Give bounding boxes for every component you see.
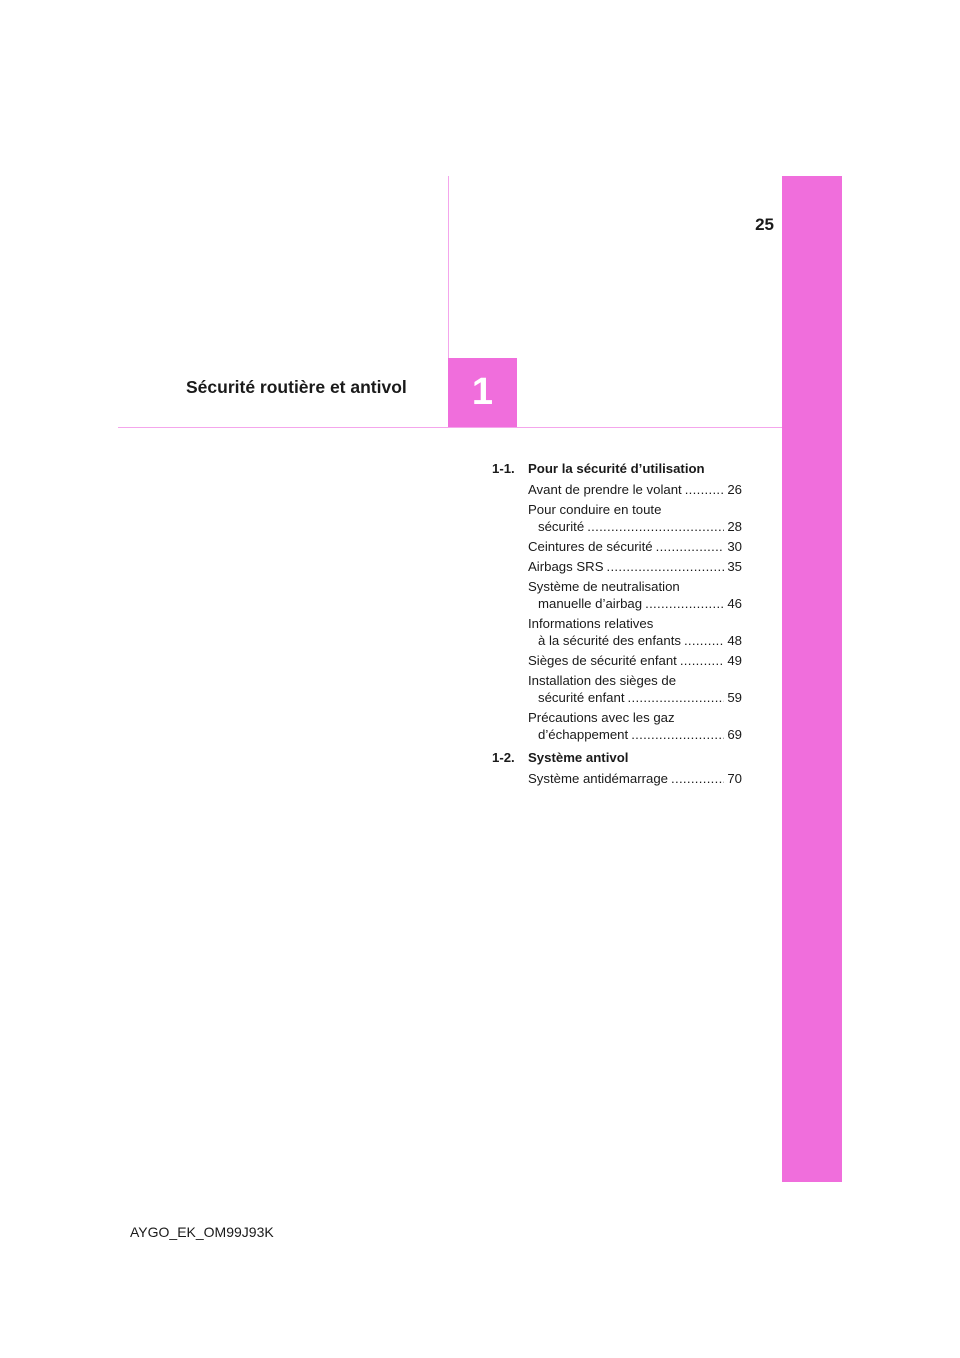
toc-entry-text: Ceintures de sécurité: [528, 539, 653, 554]
chapter-number: 1: [471, 371, 494, 413]
toc-entry-text: Avant de prendre le volant: [528, 482, 682, 497]
toc-dot-leader: [607, 558, 725, 575]
toc-entry-text: d’échappement: [538, 727, 629, 742]
toc-entry[interactable]: [528, 578, 742, 612]
toc-dot-leader: [587, 518, 724, 535]
chapter-title: Sécurité routière et antivol: [186, 377, 407, 397]
toc-dot-leader: [656, 538, 725, 555]
toc-page-number: 46: [727, 596, 742, 611]
toc-entry-text: Informations relatives: [528, 616, 654, 631]
toc-entry-text: Sièges de sécurité enfant: [528, 653, 677, 668]
toc-section-heading[interactable]: [492, 460, 742, 478]
toc-entry[interactable]: [528, 652, 742, 669]
chapter-number-box: [448, 358, 517, 427]
toc-entry-text: manuelle d’airbag: [538, 596, 643, 611]
page-number: 25: [755, 215, 774, 234]
toc-page-number: 69: [727, 727, 742, 742]
toc-page-number: 30: [727, 539, 742, 554]
toc-entry-text: Système de neutralisation: [528, 579, 680, 594]
toc-entry-text: Airbags SRS: [528, 559, 604, 574]
toc-entry[interactable]: [528, 770, 742, 787]
toc-entry[interactable]: [528, 672, 742, 706]
header-vertical-rule: [448, 176, 449, 358]
toc-page-number: 48: [727, 633, 742, 648]
toc-entry-text: sécurité enfant: [538, 690, 625, 705]
toc-dot-leader: [685, 481, 725, 498]
toc-entry[interactable]: [528, 709, 742, 743]
toc-entry[interactable]: [528, 615, 742, 649]
toc-section-number: 1-1.: [492, 461, 515, 476]
toc-section-number: 1-2.: [492, 750, 515, 765]
toc-dot-leader: [684, 632, 724, 649]
toc-dot-leader: [645, 595, 724, 612]
toc-page-number: 28: [727, 519, 742, 534]
toc-page-number: 70: [727, 771, 742, 786]
toc-dot-leader: [671, 770, 724, 787]
document-code: AYGO_EK_OM99J93K: [130, 1224, 274, 1240]
header-horizontal-rule: [118, 427, 782, 428]
toc-entry[interactable]: [528, 558, 742, 575]
toc-section-heading[interactable]: [492, 749, 742, 767]
chapter-side-tab: [782, 176, 842, 1182]
toc-dot-leader: [628, 689, 725, 706]
toc-entry-text: Installation des sièges de: [528, 673, 677, 688]
toc-dot-leader: [631, 726, 724, 743]
toc-section-title: Système antivol: [528, 750, 629, 765]
toc-page-number: 59: [727, 690, 742, 705]
toc-entry[interactable]: [528, 501, 742, 535]
table-of-contents: [492, 460, 742, 793]
toc-page-number: 49: [727, 653, 742, 668]
toc-entry-text: Système antidémarrage: [528, 771, 669, 786]
toc-entry-text: à la sécurité des enfants: [538, 633, 681, 648]
toc-dot-leader: [680, 652, 725, 669]
toc-entry-text: Pour conduire en toute: [528, 502, 662, 517]
toc-entry[interactable]: [528, 481, 742, 498]
toc-page-number: 26: [727, 482, 742, 497]
toc-entry-text: sécurité: [538, 519, 585, 534]
toc-entry-text: Précautions avec les gaz: [528, 710, 675, 725]
toc-page-number: 35: [727, 559, 742, 574]
toc-entry[interactable]: [528, 538, 742, 555]
toc-section-title: Pour la sécurité d’utilisation: [528, 461, 705, 476]
